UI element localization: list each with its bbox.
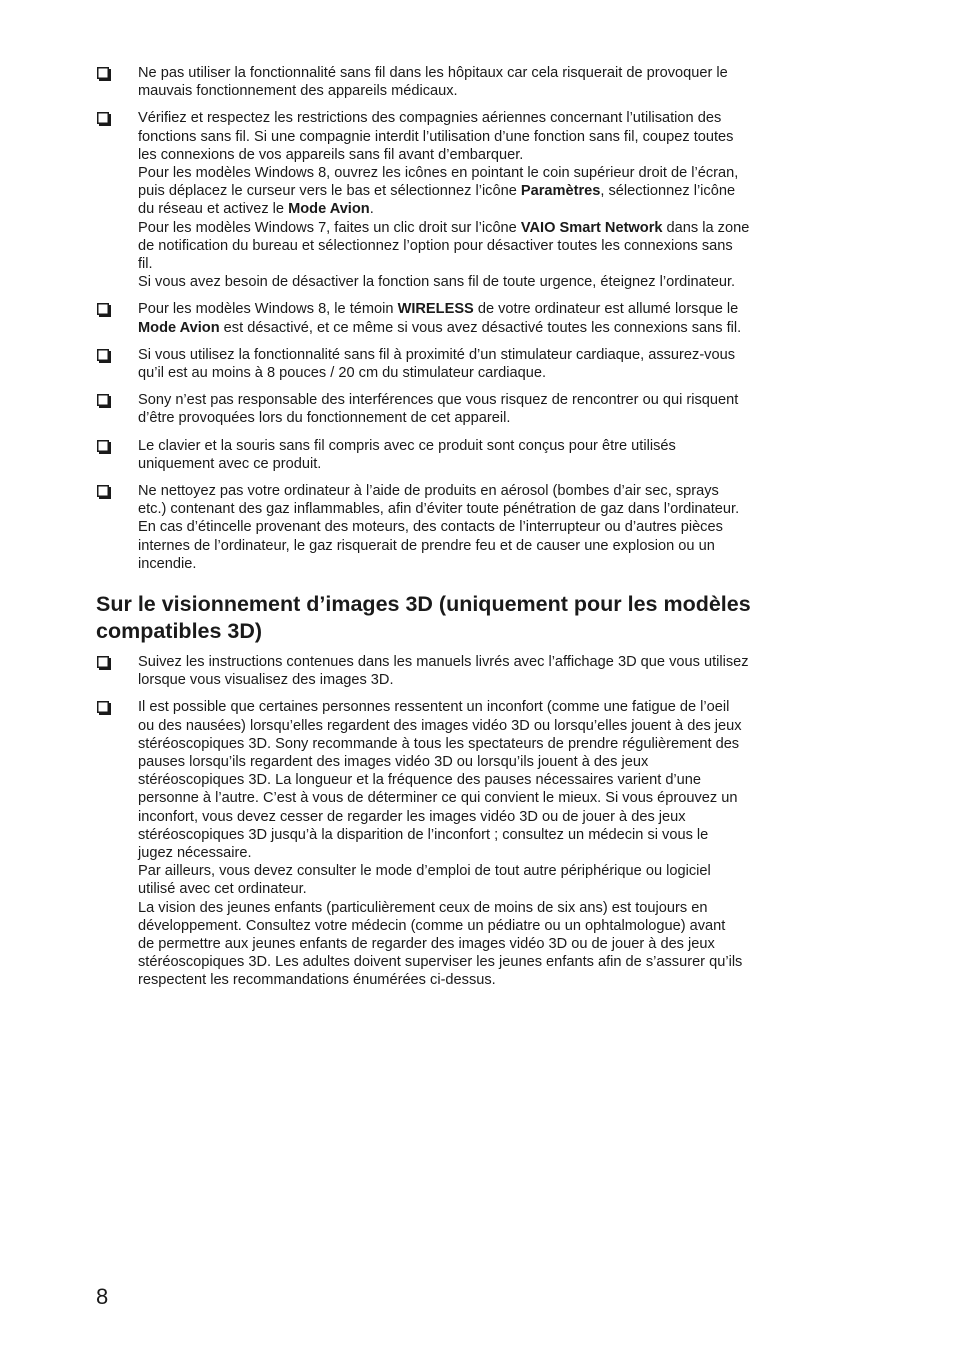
text-segment: incendie.: [138, 555, 197, 572]
list-item: [96, 346, 831, 382]
list-item: [96, 482, 831, 573]
text-segment: de notification du bureau et sélectionnez l’option pour désactiver toutes les connexions sans: [138, 237, 733, 254]
safety-list-wireless: [96, 64, 831, 582]
text-line: [138, 128, 831, 146]
text-segment: dans la zone: [662, 219, 750, 236]
text-segment: est désactivé, et ce même si vous avez désactivé toutes les connexions sans fil.: [219, 319, 742, 336]
text-segment: personne à l’autre. C’est à vous de déterminer ce qui convient le mieux. Si vous éprouvez un: [138, 790, 738, 807]
text-line: [138, 437, 831, 455]
text-line: [138, 537, 831, 555]
text-line: [138, 771, 831, 789]
text-segment: uniquement avec ce produit.: [138, 455, 322, 472]
list-item: [96, 391, 831, 427]
text-segment: Si vous utilisez la fonctionnalité sans fil à proximité d’un stimulateur cardiaque, assurez-vous: [138, 346, 736, 363]
text-line: [138, 273, 831, 291]
text-segment: La vision des jeunes enfants (particulièrement ceux de moins de six ans) est toujours en: [138, 899, 708, 916]
text-segment: respectent les recommandations énumérées ci-dessus.: [138, 972, 496, 989]
text-segment: Vérifiez et respectez les restrictions des compagnies aériennes concernant l’utilisation des: [138, 110, 722, 127]
text-line: [138, 109, 831, 127]
text-line: [138, 391, 831, 409]
text-segment: jugez nécessaire.: [138, 845, 252, 862]
checkbox-icon: [97, 394, 111, 408]
text-segment: stéréoscopiques 3D jusqu’à la disparition de l’inconfort ; consultez un médecin si vous le: [138, 826, 709, 843]
text-segment: internes de l’ordinateur, le gaz risquerait de prendre feu et de causer une explosion ou un: [138, 537, 715, 554]
text-segment: Suivez les instructions contenues dans les manuels livrés avec l’affichage 3D que vous utilisez: [138, 654, 749, 670]
text-segment: stéréoscopiques 3D. Les adultes doivent superviser les jeunes enfants afin de s’assurer qu’ils: [138, 954, 743, 971]
list-item: [96, 653, 831, 689]
text-line: [138, 64, 831, 82]
text-segment: fonctions sans fil. Si une compagnie interdit l’utilisation d’une fonction sans fil, coupez toutes: [138, 128, 734, 145]
text-line: [138, 200, 831, 218]
text-segment: En cas d’étincelle provenant des moteurs, des contacts de l’interrupteur ou d’autres pièces: [138, 519, 723, 536]
text-segment: qu’il est au moins à 8 pouces / 20 cm du stimulateur cardiaque.: [138, 365, 547, 382]
text-line: [138, 671, 831, 689]
text-line: [138, 789, 831, 807]
text-segment: Pour les modèles Windows 7, faites un clic droit sur l’icône: [138, 219, 521, 236]
checkbox-icon: [97, 67, 111, 81]
checkbox-icon: [97, 485, 111, 499]
text-line: [138, 237, 831, 255]
checkbox-icon: [97, 701, 111, 715]
text-segment: ou des nausées) lorsqu’elles regardent des images vidéo 3D ou lorsqu’elles jouent à des jeux: [138, 717, 742, 734]
text-segment: de votre ordinateur est allumé lorsque le: [473, 301, 739, 318]
text-segment: Sony n’est pas responsable des interférences que vous risquez de rencontrer ou qui risquent: [138, 392, 739, 409]
bold-term: WIRELESS: [397, 301, 474, 318]
text-segment: mauvais fonctionnement des appareils médicaux.: [138, 83, 458, 100]
text-line: [138, 409, 831, 427]
text-line: [138, 735, 831, 753]
list-item: [96, 437, 831, 473]
text-line: [138, 455, 831, 473]
text-segment: Ne nettoyez pas votre ordinateur à l’aide de produits en aérosol (bombes d’air sec, sprays: [138, 483, 719, 500]
text-segment: pauses lorsqu’ils regardent des images vidéo 3D ou lorsqu’ils jouent à des jeux: [138, 754, 649, 771]
checkbox-icon: [97, 303, 111, 317]
text-segment: lorsque vous visualisez des images 3D.: [138, 672, 394, 689]
text-line: [138, 319, 831, 337]
text-segment: .: [369, 201, 374, 218]
text-line: [138, 753, 831, 771]
text-line: [138, 555, 831, 573]
text-line: [138, 653, 831, 671]
list-item: [96, 64, 831, 100]
text-line: [138, 219, 831, 237]
text-segment: fil.: [138, 256, 153, 273]
text-line: [138, 844, 831, 862]
text-line: [138, 953, 831, 971]
bold-term: Mode Avion: [138, 319, 220, 336]
text-line: [138, 300, 831, 318]
text-segment: les connexions de vos appareils sans fil avant d’embarquer.: [138, 146, 524, 163]
text-segment: de permettre aux jeunes enfants de regarder des images vidéo 3D ou de jouer à des jeux: [138, 936, 715, 953]
text-segment: stéréoscopiques 3D. Sony recommande à tous les spectateurs de prendre régulièrement des: [138, 735, 740, 752]
section-heading-3d: Sur le visionnement d’images 3D (uniquement pour les modèles compatibles 3D): [96, 592, 751, 643]
text-segment: stéréoscopiques 3D. La longueur et la fréquence des pauses nécessaires varient d’une: [138, 772, 702, 789]
text-segment: développement. Consultez votre médecin (comme un pédiatre ou un ophtalmologue) avant: [138, 917, 726, 934]
list-item: [96, 300, 831, 336]
bold-term: Paramètres: [520, 183, 601, 200]
text-segment: , sélectionnez l’icône: [600, 183, 736, 200]
text-line: [138, 826, 831, 844]
text-segment: Le clavier et la souris sans fil compris avec ce produit sont conçus pour être utilisés: [138, 437, 676, 454]
text-line: [138, 182, 831, 200]
text-line: [138, 698, 831, 716]
checkbox-icon: [97, 656, 111, 670]
text-line: [138, 82, 831, 100]
text-line: [138, 917, 831, 935]
text-line: [138, 482, 831, 500]
list-item: [96, 109, 831, 291]
text-segment: puis déplacez le curseur vers le bas et sélectionnez l’icône: [138, 183, 521, 200]
text-line: [138, 808, 831, 826]
text-segment: etc.) contenant des gaz inflammables, afin d’éviter toute pénétration de gaz dans l’ordinateur.: [138, 501, 740, 518]
text-line: [138, 146, 831, 164]
text-segment: Il est possible que certaines personnes ressentent un inconfort (comme une fatigue de l’oeil: [138, 699, 730, 716]
text-segment: Ne pas utiliser la fonctionnalité sans fil dans les hôpitaux car cela risquerait de provoquer le: [138, 65, 728, 81]
text-line: [138, 935, 831, 953]
text-segment: Pour les modèles Windows 8, le témoin: [138, 301, 398, 318]
text-line: [138, 164, 831, 182]
text-line: [138, 255, 831, 273]
text-segment: Par ailleurs, vous devez consulter le mode d’emploi de tout autre périphérique ou logiciel: [138, 863, 711, 880]
checkbox-icon: [97, 440, 111, 454]
bold-term: Mode Avion: [288, 201, 370, 218]
checkbox-icon: [97, 349, 111, 363]
text-line: [138, 971, 831, 989]
text-segment: utilisé avec cet ordinateur.: [138, 881, 307, 898]
bold-term: VAIO Smart Network: [520, 219, 663, 236]
text-line: [138, 880, 831, 898]
safety-list-3d: [96, 653, 831, 999]
text-line: [138, 899, 831, 917]
text-line: [138, 862, 831, 880]
text-segment: du réseau et activez le: [138, 201, 289, 218]
text-segment: Si vous avez besoin de désactiver la fonction sans fil de toute urgence, éteignez l’ordinateur.: [138, 274, 736, 291]
checkbox-icon: [97, 112, 111, 126]
text-line: [138, 500, 831, 518]
text-segment: inconfort, vous devez cesser de regarder les images vidéo 3D ou de jouer à des jeux: [138, 808, 686, 825]
list-item: [96, 698, 831, 989]
page-number: 8: [96, 1284, 109, 1309]
text-line: [138, 364, 831, 382]
text-line: [138, 346, 831, 364]
text-segment: Pour les modèles Windows 8, ouvrez les icônes en pointant le coin supérieur droit de l’écran,: [138, 165, 739, 182]
text-line: [138, 717, 831, 735]
text-line: [138, 518, 831, 536]
text-segment: d’être provoquées lors du fonctionnement de cet appareil.: [138, 410, 511, 427]
